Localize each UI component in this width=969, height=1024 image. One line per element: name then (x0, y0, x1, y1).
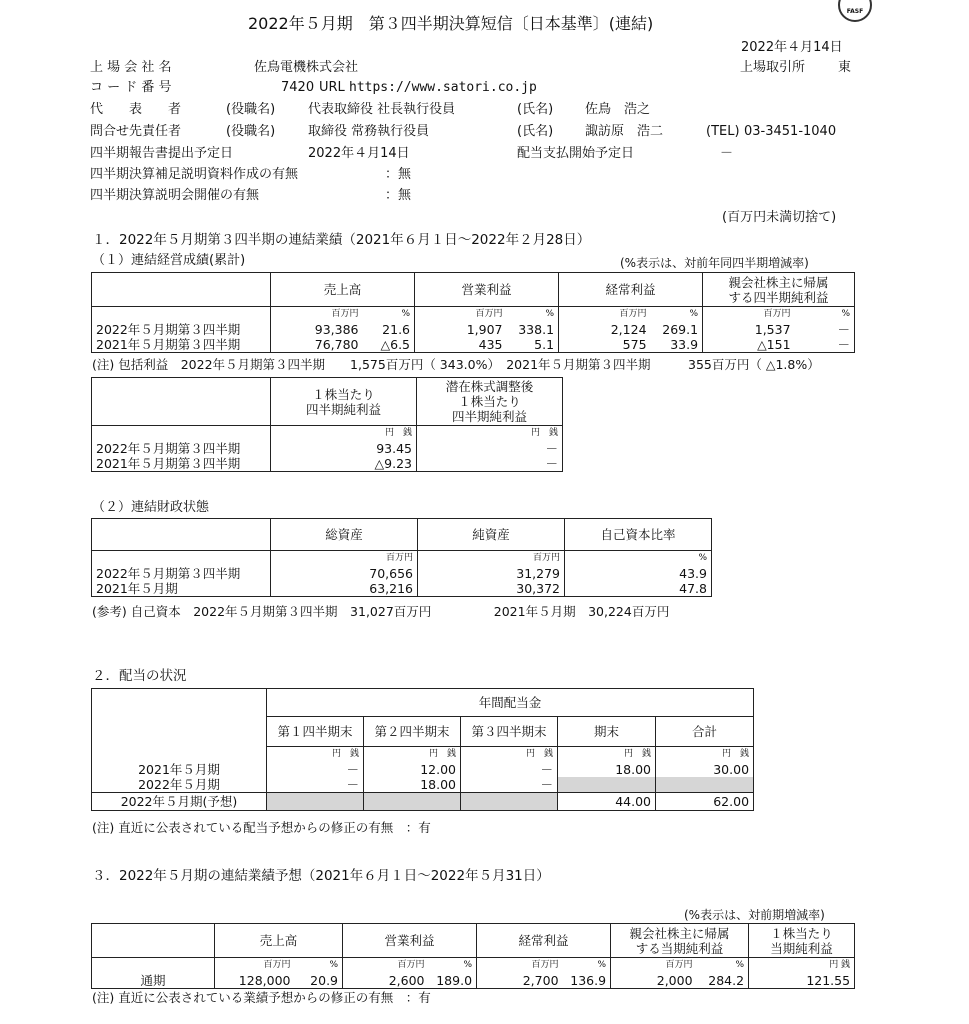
col-q2-end: 第２四半期末 (364, 717, 461, 747)
col-q3-end: 第３四半期末 (461, 717, 558, 747)
dividend-start-value: － (720, 146, 734, 161)
contact-label: 問合せ先責任者 (90, 124, 182, 139)
tel-value: 03-3451-1040 (744, 124, 837, 139)
table-row: 2022年５月期(予想) 44.00 62.00 (92, 793, 754, 811)
comprehensive-income-note: (注) 包括利益 2022年５月期第３四半期 1,575百万円（ 343.0%） 2021年５月期第３四半期 355百万円（ △1.8%） (92, 357, 820, 372)
section3-pct-note: (%表示は、対前期増減率) (684, 908, 825, 922)
forecast-header-row (92, 924, 855, 958)
results-header-row (92, 273, 855, 307)
eps-header-row (92, 378, 563, 426)
fasf-logo: FASF (838, 0, 872, 22)
dividend-revision-note: (注) 直近に公表されている配当予想からの修正の有無 ：有 (92, 820, 431, 835)
col-ordinary-profit: 経常利益 (559, 273, 703, 307)
table-row: 2022年５月期第３四半期 70,656 31,279 43.9 (92, 566, 712, 581)
col-forecast-sales: 売上高 (215, 924, 343, 958)
contact-role-label: (役職名) (226, 124, 276, 139)
exchange-value: 東 (838, 60, 852, 75)
section1-heading: １．2022年５月期第３四半期の連結業績（2021年６月１日～2022年２月28日） (92, 232, 591, 248)
rep-role-label: (役職名) (226, 102, 276, 117)
supplement-value: ：無 (385, 167, 412, 182)
table-row: 2021年５月期 － 12.00 － 18.00 30.00 (92, 762, 754, 777)
supplement-label: 四半期決算補足説明資料作成の有無 (90, 167, 299, 182)
eps-unit-row: 円 銭 円 銭 (92, 426, 563, 442)
table-row: 2021年５月期第３四半期 76,780 △6.5 435 5.1 575 33.9 △151 － (92, 337, 855, 353)
section1-pct-note: (%表示は、対前年同四半期増減率) (620, 256, 809, 270)
equity-note: (参考) 自己資本 2022年５月期第３四半期 31,027百万円 2021年５月期 30,224百万円 (92, 604, 670, 619)
annual-dividend-header: 年間配当金 (267, 689, 754, 717)
table-row: 2022年５月期第３四半期 93.45 － (92, 441, 563, 456)
col-year-end: 期末 (558, 717, 656, 747)
col-sales: 売上高 (271, 273, 415, 307)
report-date-label: 四半期報告書提出予定日 (90, 146, 234, 161)
rounding-note: (百万円未満切捨て) (722, 210, 837, 225)
dividend-table (91, 688, 754, 811)
tel-label: (TEL) (706, 124, 740, 139)
briefing-value: ：無 (385, 188, 412, 203)
briefing-label: 四半期決算説明会開催の有無 (90, 188, 260, 203)
forecast-revision-note: (注) 直近に公表されている業績予想からの修正の有無 ：有 (92, 990, 431, 1005)
forecast-table (91, 923, 855, 989)
table-row: 2021年５月期 63,216 30,372 47.8 (92, 581, 712, 597)
section2-heading: ２．配当の状況 (92, 668, 187, 684)
col-forecast-net-income: 親会社株主に帰属 する当期純利益 (611, 924, 749, 958)
rep-label: 代 表 者 (90, 102, 182, 117)
col-net-income: 親会社株主に帰属 する四半期純利益 (703, 273, 855, 307)
page-title: 2022年５月期 第３四半期決算短信〔日本基準〕(連結) (248, 14, 654, 33)
table-row: 2022年５月期第３四半期 93,386 21.6 1,907 338.1 2,124 269.1 1,537 － (92, 322, 855, 337)
release-date: 2022年４月14日 (741, 40, 843, 55)
table-row: 通期 128,000 20.9 2,600 189.0 2,700 136.9 2,000 284.2 121.55 (92, 973, 855, 989)
col-total-assets: 総資産 (271, 519, 418, 551)
section1-sub1: （１）連結経営成績(累計) (92, 253, 246, 268)
col-diluted-eps: 潜在株式調整後 １株当たり 四半期純利益 (417, 378, 563, 426)
col-eps: １株当たり 四半期純利益 (271, 378, 417, 426)
financial-position-table (91, 518, 712, 597)
fin-header-row (92, 519, 712, 551)
results-table (91, 272, 855, 353)
contact-role-value: 取締役 常務執行役員 (308, 124, 430, 139)
dividend-start-label: 配当支払開始予定日 (517, 146, 635, 161)
url-label: URL (319, 80, 345, 95)
rep-role-value: 代表取締役 社長執行役員 (308, 102, 456, 117)
rep-name-label: (氏名) (517, 102, 554, 117)
dividend-group-row (92, 689, 754, 717)
contact-name-label: (氏名) (517, 124, 554, 139)
results-unit-row: 百万円 % 百万円 % 百万円 % 百万円 % (92, 307, 855, 323)
col-net-assets: 純資産 (418, 519, 565, 551)
col-operating-profit: 営業利益 (415, 273, 559, 307)
col-forecast-operating-profit: 営業利益 (343, 924, 477, 958)
code-label: コ ー ド 番 号 (90, 80, 172, 95)
col-q1-end: 第１四半期末 (267, 717, 364, 747)
col-forecast-eps: １株当たり 当期純利益 (749, 924, 855, 958)
listed-company-value: 佐鳥電機株式会社 (254, 60, 359, 75)
section3-heading: ３．2022年５月期の連結業績予想（2021年６月１日～2022年５月31日） (92, 868, 550, 884)
report-date-value: 2022年４月14日 (308, 146, 410, 161)
listed-company-label: 上 場 会 社 名 (90, 60, 172, 75)
url-value[interactable]: https://www.satori.co.jp (349, 80, 537, 95)
contact-name-value: 諏訪原 浩二 (585, 124, 664, 139)
section1-sub2: （２）連結財政状態 (92, 500, 210, 515)
code-value: 7420 (281, 80, 315, 95)
col-forecast-ordinary-profit: 経常利益 (477, 924, 611, 958)
table-row: 2022年５月期 － 18.00 － (92, 777, 754, 793)
eps-table (91, 377, 563, 472)
dividend-unit-row: 円 銭 円 銭 円 銭 円 銭 円 銭 (92, 747, 754, 763)
col-equity-ratio: 自己資本比率 (565, 519, 712, 551)
col-total: 合計 (656, 717, 754, 747)
rep-name-value: 佐鳥 浩之 (585, 102, 651, 117)
exchange-label: 上場取引所 (740, 60, 806, 75)
forecast-unit-row: 百万円 % 百万円 % 百万円 % 百万円 % 円 銭 (92, 958, 855, 974)
fin-unit-row: 百万円 百万円 % (92, 551, 712, 567)
table-row: 2021年５月期第３四半期 △9.23 － (92, 456, 563, 472)
